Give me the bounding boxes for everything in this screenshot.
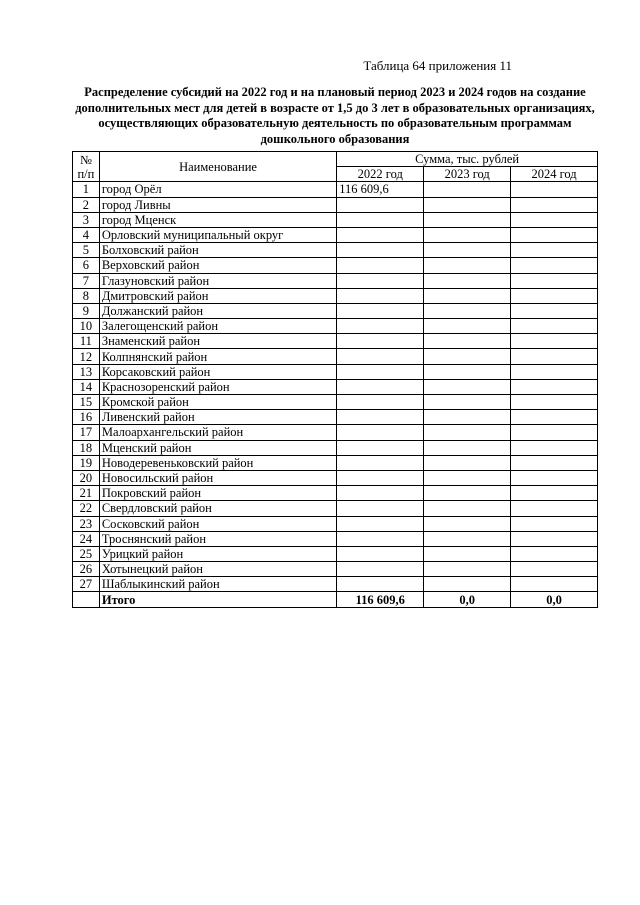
header-year-2023: 2023 год [424,167,511,182]
table-row [73,577,598,592]
row-value-2023 [424,410,511,425]
row-name: Орловский муниципальный округ [99,227,336,242]
row-number: 17 [73,425,100,440]
table-row [73,334,598,349]
total-num-cell [73,592,100,607]
row-value-2024 [511,455,598,470]
row-value-2022 [337,395,424,410]
table-row [73,212,598,227]
row-value-2023 [424,197,511,212]
table-row [73,258,598,273]
row-value-2023 [424,470,511,485]
table-row [73,319,598,334]
row-value-2023 [424,319,511,334]
total-2022: 116 609,6 [337,592,424,607]
row-value-2024 [511,486,598,501]
row-number: 3 [73,212,100,227]
row-name: Шаблыкинский район [99,577,336,592]
table-row [73,486,598,501]
row-value-2023 [424,227,511,242]
table-row [73,303,598,318]
row-value-2024 [511,349,598,364]
header-sum: Сумма, тыс. рублей [337,152,598,167]
row-value-2023 [424,562,511,577]
header-year-2022: 2022 год [337,167,424,182]
row-name: Дмитровский район [99,288,336,303]
table-row [73,440,598,455]
row-value-2024 [511,501,598,516]
row-value-2022 [337,334,424,349]
header-year-2024: 2024 год [511,167,598,182]
table-row [73,395,598,410]
header-name: Наименование [99,152,336,182]
row-value-2023 [424,379,511,394]
row-number: 24 [73,531,100,546]
table-row [73,288,598,303]
row-value-2024 [511,546,598,561]
row-value-2023 [424,546,511,561]
table-row [73,425,598,440]
row-value-2024 [511,516,598,531]
row-name: Троснянский район [99,531,336,546]
table-reference: Таблица 64 приложения 11 [363,58,512,73]
row-value-2022 [337,303,424,318]
row-value-2024 [511,227,598,242]
subsidy-table [72,151,598,608]
header-number-line2: п/п [77,166,95,181]
row-value-2022 [337,319,424,334]
row-name: Мценский район [99,440,336,455]
row-number: 26 [73,562,100,577]
row-value-2023 [424,212,511,227]
row-name: Новосильский район [99,470,336,485]
table-row [73,227,598,242]
row-value-2024 [511,197,598,212]
row-value-2022 [337,470,424,485]
row-value-2022 [337,531,424,546]
row-name: Ливенский район [99,410,336,425]
row-value-2022 [337,379,424,394]
header-number-line1: № [79,152,92,167]
row-value-2024 [511,440,598,455]
row-name: Корсаковский район [99,364,336,379]
row-value-2022 [337,258,424,273]
row-value-2024 [511,470,598,485]
row-name: Залегощенский район [99,319,336,334]
row-value-2023 [424,273,511,288]
row-name: Колпнянский район [99,349,336,364]
row-value-2022 [337,562,424,577]
total-2024: 0,0 [511,592,598,607]
row-number: 7 [73,273,100,288]
row-value-2024 [511,379,598,394]
row-value-2022 [337,455,424,470]
row-number: 20 [73,470,100,485]
total-label: Итого [99,592,336,607]
row-name: Новодеревеньковский район [99,455,336,470]
row-value-2022 [337,364,424,379]
row-name: Покровский район [99,486,336,501]
row-number: 9 [73,303,100,318]
total-row [73,592,598,607]
table-row [73,516,598,531]
row-number: 11 [73,334,100,349]
row-number: 19 [73,455,100,470]
row-value-2022 [337,516,424,531]
row-value-2022 [337,288,424,303]
table-row [73,364,598,379]
row-number: 16 [73,410,100,425]
row-number: 25 [73,546,100,561]
row-value-2023 [424,531,511,546]
row-name: Хотынецкий район [99,562,336,577]
header-number [73,152,100,182]
row-number: 27 [73,577,100,592]
row-value-2023 [424,243,511,258]
row-value-2023 [424,516,511,531]
row-value-2024 [511,395,598,410]
row-value-2024 [511,303,598,318]
row-name: Должанский район [99,303,336,318]
row-value-2024 [511,273,598,288]
table-row [73,501,598,516]
row-value-2023 [424,486,511,501]
row-number: 12 [73,349,100,364]
row-number: 15 [73,395,100,410]
row-name: город Мценск [99,212,336,227]
row-value-2023 [424,455,511,470]
row-value-2022 [337,410,424,425]
row-value-2022 [337,349,424,364]
table-row [73,455,598,470]
row-name: Сосковский район [99,516,336,531]
row-number: 1 [73,182,100,197]
row-value-2022 [337,212,424,227]
row-value-2024 [511,288,598,303]
row-value-2024 [511,243,598,258]
row-name: Малоархангельский район [99,425,336,440]
row-value-2023 [424,440,511,455]
table-row [73,379,598,394]
row-value-2022 [337,227,424,242]
row-name: Кромской район [99,395,336,410]
row-name: Болховский район [99,243,336,258]
row-value-2022 [337,546,424,561]
row-value-2023 [424,258,511,273]
row-value-2023 [424,349,511,364]
row-number: 13 [73,364,100,379]
row-value-2023 [424,288,511,303]
row-name: Урицкий район [99,546,336,561]
row-value-2022 [337,501,424,516]
row-value-2023 [424,395,511,410]
table-body [73,182,598,592]
row-value-2022 [337,486,424,501]
table-row [73,182,598,197]
row-value-2022 [337,440,424,455]
table-row [73,410,598,425]
row-value-2024 [511,364,598,379]
row-number: 21 [73,486,100,501]
table-row [73,243,598,258]
row-number: 2 [73,197,100,212]
table-row [73,562,598,577]
table-row [73,470,598,485]
row-value-2024 [511,577,598,592]
row-name: город Ливны [99,197,336,212]
row-value-2024 [511,531,598,546]
row-name: Верховский район [99,258,336,273]
row-number: 23 [73,516,100,531]
row-value-2023 [424,577,511,592]
row-name: город Орёл [99,182,336,197]
table-row [73,349,598,364]
row-value-2023 [424,364,511,379]
document-title: Распределение субсидий на 2022 год и на плановый период 2023 и 2024 годов на создание дополнительных мест для детей в возрасте от 1,5 до 3 лет в образовательных организациях, осуществляющих образовательную деятельность по образовательным программам дошкольного образования [75,85,595,146]
row-name: Краснозоренский район [99,379,336,394]
row-number: 5 [73,243,100,258]
row-value-2024 [511,212,598,227]
row-value-2024 [511,319,598,334]
row-value-2023 [424,501,511,516]
row-value-2024 [511,410,598,425]
row-value-2022 [337,243,424,258]
row-value-2022 [337,273,424,288]
row-number: 8 [73,288,100,303]
row-value-2022 [337,197,424,212]
row-value-2023 [424,182,511,197]
row-value-2024 [511,562,598,577]
header-row-1 [73,152,598,167]
table-row [73,546,598,561]
table-row [73,197,598,212]
row-value-2022: 116 609,6 [337,182,424,197]
row-number: 4 [73,227,100,242]
row-value-2022 [337,577,424,592]
row-number: 10 [73,319,100,334]
table-row [73,273,598,288]
row-number: 22 [73,501,100,516]
row-name: Знаменский район [99,334,336,349]
row-value-2024 [511,182,598,197]
row-name: Глазуновский район [99,273,336,288]
row-value-2024 [511,334,598,349]
total-2023: 0,0 [424,592,511,607]
row-name: Свердловский район [99,501,336,516]
row-number: 18 [73,440,100,455]
row-number: 14 [73,379,100,394]
table-row [73,531,598,546]
row-value-2024 [511,425,598,440]
row-value-2023 [424,334,511,349]
row-value-2023 [424,425,511,440]
row-number: 6 [73,258,100,273]
row-value-2023 [424,303,511,318]
row-value-2022 [337,425,424,440]
row-value-2024 [511,258,598,273]
